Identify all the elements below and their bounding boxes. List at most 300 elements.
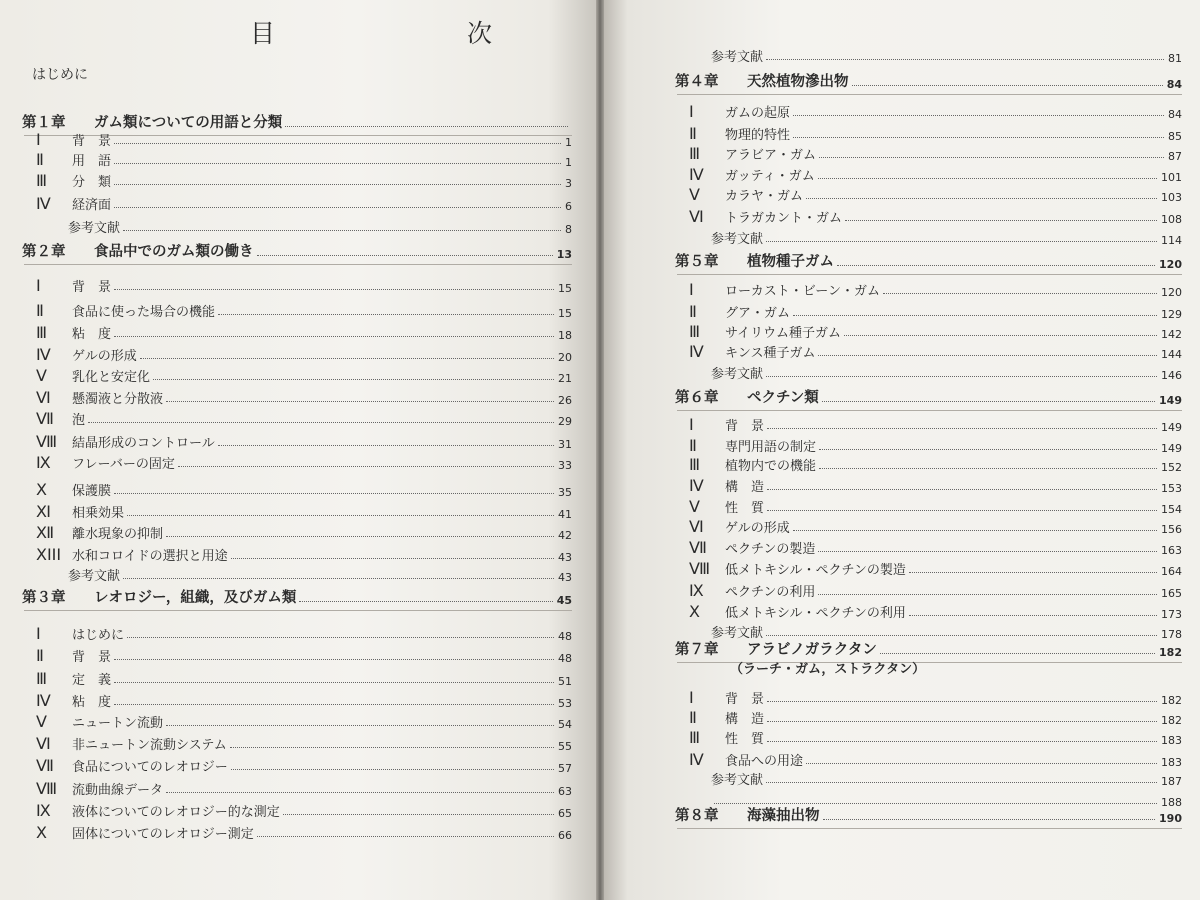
toc-item [36, 822, 572, 842]
page-number: 35 [558, 486, 572, 499]
toc-item [689, 749, 1182, 769]
page-number: 43 [558, 551, 572, 564]
entry-label: 粘 度 [72, 695, 112, 710]
toc-item [36, 322, 572, 342]
leader-dots [766, 376, 1157, 377]
leader-dots [845, 220, 1157, 221]
chapter-number: 第５章 [675, 254, 719, 270]
leader-dots [767, 510, 1157, 511]
page-number: 182 [1161, 694, 1182, 707]
entry-label: 食品に使った場合の機能 [72, 305, 216, 320]
chapter-subtitle [730, 657, 925, 677]
toc-item [36, 431, 572, 451]
entry-label: 食品への用途 [725, 754, 804, 769]
toc-item [36, 344, 572, 364]
entry-label: 低メトキシル・ペクチンの利用 [725, 606, 906, 621]
page-number: 15 [558, 282, 572, 295]
page-number: 43 [558, 571, 572, 584]
roman-numeral: Ⅱ [689, 436, 697, 455]
entry-label: 背 景 [725, 419, 765, 434]
entry-label: 水和コロイドの選択と用途 [72, 549, 228, 564]
leader-dots [166, 536, 554, 537]
entry-label: 離水現象の抑制 [72, 527, 164, 542]
page-number: 21 [558, 372, 572, 385]
chapter-number: 第８章 [675, 808, 719, 824]
roman-numeral: Ⅺ [36, 502, 51, 521]
leader-dots [819, 468, 1157, 469]
page-number: 3 [565, 177, 572, 190]
toc-chapter-35 [675, 805, 1182, 825]
page-number: 190 [1159, 812, 1182, 825]
roman-numeral: Ⅹ [36, 480, 47, 499]
chapter-number: 第２章 [22, 244, 66, 260]
entry-label: 非ニュートン流動システム [72, 738, 227, 753]
entry-label: 食品中でのガム類の働き [94, 244, 254, 260]
page-number: 173 [1161, 608, 1182, 621]
right-page [604, 0, 1200, 900]
toc-item [689, 558, 1182, 578]
entry-label: 乳化と安定化 [72, 370, 151, 385]
chapter-subtitle-text: （ラーチ・ガム，ストラクタン） [730, 662, 926, 677]
roman-numeral: Ⅵ [36, 734, 51, 753]
roman-numeral: Ⅶ [36, 409, 54, 428]
entry-label: 構 造 [725, 712, 765, 727]
roman-numeral: Ⅲ [689, 144, 701, 163]
entry-label: アラビア・ガム [725, 148, 817, 163]
leader-dots [114, 163, 561, 164]
roman-numeral: Ⅷ [36, 432, 58, 451]
leader-dots [114, 289, 554, 290]
page-number: 57 [558, 762, 572, 775]
roman-numeral: Ⅸ [689, 581, 704, 600]
entry-label: 性 質 [725, 501, 765, 516]
leader-dots [767, 428, 1157, 429]
page-number: 153 [1161, 482, 1182, 495]
entry-label: 粘 度 [72, 327, 112, 342]
entry-label: 参考文献 [68, 569, 121, 584]
leader-dots [844, 335, 1157, 336]
page-number: 41 [558, 508, 572, 521]
leader-dots [114, 493, 554, 494]
entry-label: 用 語 [72, 154, 112, 169]
toc-item [36, 733, 572, 753]
roman-numeral: Ⅴ [689, 497, 700, 516]
page-number: 84 [1168, 108, 1182, 121]
entry-label: ローカスト・ビーン・ガム [725, 284, 880, 299]
roman-numeral: Ⅰ [36, 624, 41, 643]
toc-item [36, 387, 572, 407]
leader-dots [822, 401, 1155, 402]
roman-numeral: Ⅰ [689, 102, 694, 121]
page-number: 103 [1161, 191, 1182, 204]
toc-item [36, 170, 572, 190]
entry-label: 参考文献 [68, 221, 121, 236]
page-number: 87 [1168, 150, 1182, 163]
leader-dots [218, 445, 554, 446]
roman-numeral: Ⅳ [689, 476, 704, 495]
toc-chapter-6 [22, 241, 572, 261]
roman-numeral: Ⅹ [689, 602, 700, 621]
toc-item [36, 129, 572, 149]
leader-dots [823, 819, 1156, 820]
leader-dots [178, 466, 554, 467]
toc-item [36, 623, 572, 643]
roman-numeral: Ⅳ [689, 750, 704, 769]
leader-dots [819, 157, 1164, 158]
entry-label: 結晶形成のコントロール [72, 436, 215, 451]
roman-numeral: Ⅷ [689, 559, 711, 578]
page-number: 6 [565, 200, 572, 213]
leader-dots [767, 489, 1157, 490]
toc-item [36, 452, 572, 472]
page-number: 54 [558, 718, 572, 731]
leader-dots [231, 558, 554, 559]
page-number: 182 [1161, 714, 1182, 727]
page-number: 55 [558, 740, 572, 753]
page-number: 146 [1161, 369, 1182, 382]
roman-numeral: Ⅳ [689, 342, 704, 361]
page-number: 163 [1161, 544, 1182, 557]
chapter-number: 第４章 [675, 74, 719, 90]
page-number: 65 [558, 807, 572, 820]
entry-label: 保護膜 [72, 484, 112, 499]
page-number: 26 [558, 394, 572, 407]
toc-reference [68, 216, 572, 236]
entry-label: ゲルの形成 [72, 349, 137, 364]
leader-dots [127, 515, 554, 516]
roman-numeral: Ⅵ [689, 517, 704, 536]
entry-label: サイリウム種子ガム [725, 326, 841, 341]
roman-numeral: Ⅵ [689, 207, 704, 226]
roman-numeral: Ⅸ [36, 453, 51, 472]
leader-dots [257, 255, 553, 256]
chapter-number: 第３章 [22, 590, 66, 606]
roman-numeral: Ⅰ [689, 415, 694, 434]
page-number: 31 [558, 438, 572, 451]
entry-label: グア・ガム [725, 306, 791, 321]
roman-numeral: Ⅰ [36, 130, 41, 149]
toc-item [689, 435, 1182, 455]
page-number: 165 [1161, 587, 1182, 600]
leader-dots [818, 178, 1157, 179]
leader-dots [123, 230, 561, 231]
page-number: 144 [1161, 348, 1182, 361]
roman-numeral: Ⅻ [36, 523, 55, 542]
leader-dots [114, 682, 554, 683]
page-number: 120 [1161, 286, 1182, 299]
roman-numeral: Ⅷ [36, 779, 58, 798]
toc-item [689, 206, 1182, 226]
toc-item [36, 800, 572, 820]
page-number: 63 [558, 785, 572, 798]
page-number: 66 [558, 829, 572, 842]
page-number: 183 [1161, 756, 1182, 769]
roman-numeral: Ⅲ [689, 455, 701, 474]
entry-label: キンス種子ガム [725, 346, 816, 361]
page-number: 188 [1161, 796, 1182, 809]
entry-label: ガッティ・ガム [725, 169, 815, 184]
entry-label: 専門用語の制定 [725, 440, 817, 455]
page-number: 45 [556, 594, 572, 607]
roman-numeral: Ⅲ [689, 322, 701, 341]
entry-label: 食品についてのレオロジー [72, 760, 228, 775]
toc-title: 目 次 [250, 19, 584, 48]
entry-label: 泡 [72, 413, 86, 428]
entry-label: 背 景 [72, 280, 112, 295]
entry-label: 海藻抽出物 [747, 808, 820, 824]
page-number: 20 [558, 351, 572, 364]
page-number: 1 [565, 136, 572, 149]
entry-label: 性 質 [725, 732, 765, 747]
toc-item [36, 408, 572, 428]
entry-label: トラガカント・ガム [725, 211, 843, 226]
leader-dots [88, 422, 554, 423]
chapter-number: 第７章 [675, 642, 719, 658]
roman-numeral: Ⅱ [36, 150, 44, 169]
toc-reference [68, 564, 572, 584]
entry-label: 植物内での機能 [725, 459, 817, 474]
entry-label: 背 景 [72, 134, 112, 149]
roman-numeral: Ⅳ [689, 165, 704, 184]
toc-item [36, 668, 572, 688]
toc-item [689, 601, 1182, 621]
toc-item [36, 778, 572, 798]
toc-item [689, 341, 1182, 361]
toc-item [689, 454, 1182, 474]
entry-label: はじめに [72, 628, 125, 643]
roman-numeral: Ⅱ [36, 646, 44, 665]
entry-label: ガムの起原 [725, 106, 791, 121]
leader-dots [218, 314, 554, 315]
entry-label: アラビノガラクタン [747, 642, 877, 658]
roman-numeral: Ⅱ [36, 301, 44, 320]
chapter-underline [677, 828, 1182, 829]
page-number: 182 [1159, 646, 1182, 659]
roman-numeral: Ⅰ [689, 688, 694, 707]
leader-dots [818, 355, 1157, 356]
leader-dots [806, 763, 1157, 764]
leader-dots [114, 704, 554, 705]
leader-dots [257, 836, 554, 837]
toc-item [36, 479, 572, 499]
toc-item [689, 143, 1182, 163]
leader-dots [909, 572, 1157, 573]
toc-item [36, 365, 572, 385]
toc-item [689, 580, 1182, 600]
page-number: 51 [558, 675, 572, 688]
page-number: 149 [1161, 421, 1182, 434]
toc-item [689, 516, 1182, 536]
roman-numeral: Ⅹ [36, 823, 47, 842]
page-number: 15 [558, 307, 572, 320]
leader-dots [766, 635, 1157, 636]
entry-label: ペクチンの製造 [725, 542, 816, 557]
toc-item [689, 727, 1182, 747]
entry-label: 天然植物滲出物 [747, 74, 849, 90]
roman-numeral: Ⅰ [36, 276, 41, 295]
roman-numeral: Ⅶ [689, 538, 707, 557]
leader-dots [766, 782, 1157, 783]
roman-numeral: Ⅲ [36, 323, 48, 342]
leader-dots [114, 184, 561, 185]
toc-item [689, 321, 1182, 341]
page-number: 108 [1161, 213, 1182, 226]
entry-label: 植物種子ガム [747, 254, 834, 270]
toc-item [689, 184, 1182, 204]
roman-numeral: Ⅸ [36, 801, 51, 820]
intro-entry: はじめに [32, 67, 88, 83]
toc-item [36, 149, 572, 169]
page-number: 84 [1166, 78, 1182, 91]
roman-numeral: Ⅴ [36, 712, 47, 731]
roman-numeral: Ⅱ [689, 708, 697, 727]
left-page [0, 0, 596, 900]
leader-dots [166, 792, 554, 793]
entry-label: 構 造 [725, 480, 765, 495]
book-gutter [596, 0, 604, 900]
entry-label: 物理的特性 [725, 128, 791, 143]
page-number: 142 [1161, 328, 1182, 341]
entry-label: ペクチン類 [747, 390, 819, 406]
leader-dots [852, 85, 1163, 86]
toc-item [689, 123, 1182, 143]
entry-label: ニュートン流動 [72, 716, 164, 731]
page-number: 13 [556, 248, 572, 261]
toc-reference [711, 768, 1182, 788]
leader-dots [909, 615, 1157, 616]
toc-item [36, 755, 572, 775]
entry-label: ガム類についての用語と分類 [94, 115, 283, 131]
leader-dots [114, 143, 561, 144]
toc-chapter-15 [675, 387, 1182, 407]
page-number: 114 [1161, 234, 1182, 247]
roman-numeral: Ⅴ [689, 185, 700, 204]
entry-label: 参考文献 [711, 626, 764, 641]
page-number: 81 [1168, 52, 1182, 65]
roman-numeral: Ⅲ [36, 171, 48, 190]
leader-dots [819, 449, 1157, 450]
toc-item [689, 537, 1182, 557]
toc-item [36, 193, 572, 213]
toc-item [689, 164, 1182, 184]
toc-item [689, 414, 1182, 434]
roman-numeral: Ⅳ [36, 194, 51, 213]
leader-dots [114, 659, 554, 660]
chapter-underline [677, 274, 1182, 275]
leader-dots [114, 207, 561, 208]
leader-dots [793, 115, 1164, 116]
toc-item [36, 275, 572, 295]
toc-item [36, 522, 572, 542]
toc-reference [711, 362, 1182, 382]
entry-label: 流動曲線データ [72, 783, 164, 798]
roman-numeral: Ⅴ [36, 366, 47, 385]
page-number: 120 [1159, 258, 1182, 271]
page-number: 187 [1161, 775, 1182, 788]
page-number: 18 [558, 329, 572, 342]
leader-dots [123, 578, 554, 579]
page-number: 29 [558, 415, 572, 428]
entry-label: 液体についてのレオロジー的な測定 [72, 805, 280, 820]
leader-dots [793, 315, 1157, 316]
toc-item [36, 501, 572, 521]
page-number: 129 [1161, 308, 1182, 321]
entry-label: 背 景 [72, 650, 112, 665]
entry-label: 分 類 [72, 175, 112, 190]
entry-label: 定 義 [72, 673, 112, 688]
leader-dots [793, 137, 1164, 138]
page-number: 152 [1161, 461, 1182, 474]
toc-item [689, 687, 1182, 707]
leader-dots [818, 551, 1157, 552]
roman-numeral: Ⅲ [36, 669, 48, 688]
chapter-number: 第１章 [22, 115, 66, 131]
toc-chapter-1 [675, 71, 1182, 91]
leader-dots [166, 725, 554, 726]
leader-dots [231, 769, 554, 770]
leader-dots [837, 265, 1155, 266]
chapter-underline [24, 264, 572, 265]
leader-dots [880, 653, 1155, 654]
entry-label: 懸濁液と分散液 [72, 392, 164, 407]
toc-item [689, 101, 1182, 121]
leader-dots [285, 126, 568, 127]
leader-dots [767, 701, 1157, 702]
leader-dots [818, 594, 1157, 595]
entry-label: 背 景 [725, 692, 765, 707]
leader-dots [767, 741, 1157, 742]
page-number: 149 [1161, 442, 1182, 455]
entry-label: ペクチンの利用 [725, 585, 816, 600]
toc-item [689, 301, 1182, 321]
entry-label: 参考文献 [711, 367, 764, 382]
page-number: 156 [1161, 523, 1182, 536]
page-number: 8 [565, 223, 572, 236]
leader-dots [230, 747, 554, 748]
leader-dots [883, 293, 1157, 294]
roman-numeral: Ⅶ [36, 756, 54, 775]
chapter-underline [24, 610, 572, 611]
page-number: 42 [558, 529, 572, 542]
entry-label: 参考文献 [711, 50, 764, 65]
toc-item [36, 690, 572, 710]
leader-dots [140, 358, 554, 359]
leader-dots [766, 241, 1157, 242]
toc-item [689, 496, 1182, 516]
page-number: 48 [558, 652, 572, 665]
toc-reference [711, 227, 1182, 247]
chapter-underline [677, 410, 1182, 411]
leader-dots [283, 814, 554, 815]
entry-label: 経済面 [72, 198, 112, 213]
chapter-underline [677, 94, 1182, 95]
page-number: 33 [558, 459, 572, 472]
leader-dots [767, 721, 1157, 722]
roman-numeral: XIII [36, 545, 62, 564]
leader-dots [166, 401, 554, 402]
toc-item [689, 707, 1182, 727]
page-number: 101 [1161, 171, 1182, 184]
toc-item [689, 279, 1182, 299]
entry-label: カラヤ・ガム [725, 189, 804, 204]
page-number: 154 [1161, 503, 1182, 516]
toc-reference [711, 45, 1182, 65]
roman-numeral: Ⅱ [689, 124, 697, 143]
page-number: 164 [1161, 565, 1182, 578]
toc-item [36, 544, 572, 564]
entry-label: 固体についてのレオロジー測定 [72, 827, 254, 842]
roman-numeral: Ⅳ [36, 691, 51, 710]
